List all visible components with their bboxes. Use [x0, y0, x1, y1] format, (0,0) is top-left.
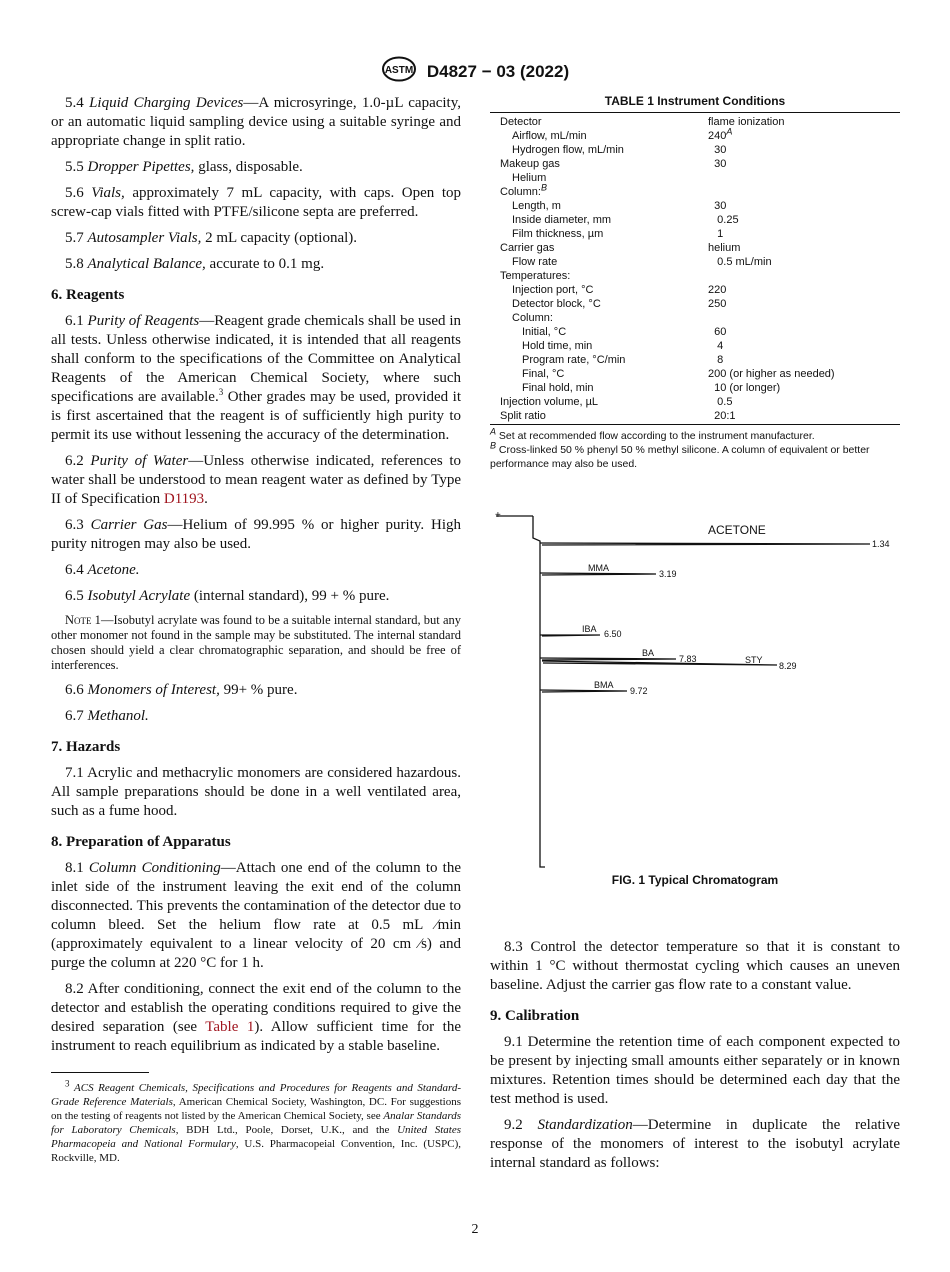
footnote-ref-3: 3	[218, 387, 224, 397]
table-1-title: TABLE 1 Instrument Conditions	[604, 94, 786, 108]
table-row	[490, 269, 900, 283]
section-6-7: 6.7 Methanol.	[65, 708, 149, 724]
table-cell-value: $240^A$	[708, 126, 733, 142]
table-note-b: B Cross-linked 50 % phenyl 50 % methyl silicone. A column of equivalent or better performance may also be used.	[490, 440, 870, 470]
page-number: 2	[471, 1222, 479, 1237]
section-6-heading: 6. Reagents	[51, 287, 125, 303]
section-8-1: 8.1 Column Conditioning—Attach one end of the column to the inlet side of the instrument leaving the exit end of the column disconnected. This prevents the contamination of the detector due to column bleed. Set the helium flow rate at 0.5 mL ⁄min (approximately equivalent to a linear velocity of 20 cm ⁄s) and purge the column at 220 °C for 1 h.	[51, 860, 461, 971]
peak-time-bma: 9.72	[630, 686, 648, 696]
peak-time-sty: 8.29	[779, 661, 797, 671]
peak-mma	[540, 573, 656, 575]
peak-time-iba: 6.50	[604, 629, 622, 639]
table-cell-value: 0.25	[708, 214, 739, 226]
table-cell-value: 0.5 mL/min	[708, 256, 772, 268]
table-row	[490, 381, 900, 395]
peak-label-iba: IBA	[582, 624, 597, 634]
table-cell-label: Film thickness, µm	[512, 228, 604, 240]
table-row	[490, 395, 900, 409]
table-row	[490, 171, 900, 185]
table-row	[490, 255, 900, 269]
peak-label-ba: BA	[642, 648, 655, 658]
peak-label-bma: BMA	[594, 680, 614, 690]
table-cell-value: 4	[708, 340, 724, 352]
table-1-notes	[490, 426, 900, 471]
table-row	[490, 115, 900, 129]
table-row	[490, 157, 900, 171]
note-1: Note 1—Isobutyl acrylate was found to be a suitable internal standard, but any other monomer not found in the sample may be substituted. The internal standard chosen should yield a clear chromatographic separation, and should be free of interferences.	[51, 613, 461, 672]
table-row	[490, 241, 900, 255]
peak-time-acetone: 1.34	[872, 539, 890, 549]
table-cell-label: Injection port, °C	[512, 284, 594, 296]
peak-time-mma: 3.19	[659, 569, 677, 579]
section-8-heading: 8. Preparation of Apparatus	[51, 834, 231, 850]
table-row	[490, 325, 900, 339]
table-cell-value	[708, 185, 900, 199]
table-cell-label: Injection volume, µL	[500, 396, 599, 408]
section-9-2: 9.2 Standardization—Determine in duplicate the relative response of the monomers of interest to the isobutyl acrylate internal standard as follows:	[490, 1117, 901, 1171]
table-cell-label: Column:	[512, 312, 553, 324]
page-header	[0, 56, 950, 87]
table-cell-label: Split ratio	[500, 410, 546, 422]
table-cell-value	[708, 269, 900, 283]
table-row	[490, 409, 900, 423]
table-row	[490, 126, 900, 143]
table-cell-label: Inside diameter, mm	[512, 214, 612, 226]
table-cell-value: 30	[708, 158, 727, 170]
astm-logo-icon	[381, 56, 417, 87]
table-cell-value: flame ionization	[708, 116, 785, 128]
table-cell-value: 30	[708, 144, 727, 156]
table-row	[490, 367, 900, 381]
table-cell-label: Flow rate	[512, 256, 558, 268]
section-6-1: 6.1 Purity of Reagents—Reagent grade chemicals shall be used in all tests. Unless otherwise indicated, it is intended that all reagents shall conform to the specifications of the Committee on Analytical Reagents of the American Chemical Society, where such specifications are available.$^3$ Other grades may be used, provided it is first ascertained that the reagent is of sufficiently high purity to permit its use without lessening the accuracy of the determination.	[51, 313, 461, 443]
chromatogram-figure	[490, 505, 900, 870]
table-cell-label: Final, °C	[522, 368, 565, 380]
table-cell-value	[708, 171, 900, 185]
left-column	[51, 94, 461, 1165]
table-cell-value	[708, 311, 900, 325]
peak-iba	[540, 635, 600, 636]
section-5-4: 5.4 Liquid Charging Devices—A microsyringe, 1.0-µL capacity, or an automatic liquid sampling device using a suitable syringe and appropriate change in split ratio.	[51, 95, 461, 149]
peak-acetone	[540, 543, 870, 545]
table-cell-value: 200 (or higher as needed)	[708, 368, 835, 380]
section-7-heading: 7. Hazards	[51, 739, 121, 755]
table-cell-label: Airflow, mL/min	[512, 130, 587, 142]
table-row	[490, 182, 900, 199]
table-1-link[interactable]: Table 1	[205, 1019, 255, 1035]
section-6-2: 6.2 Purity of Water—Unless otherwise indicated, references to water shall be understood to mean reagent water as defined by Type II of Specification D1193.	[51, 453, 462, 507]
table-cell-label: Column:$^B$	[500, 182, 547, 198]
section-7-1: 7.1 Acrylic and methacrylic monomers are considered hazardous. All sample preparations should be done in a well ventilated area, such as a fume hood.	[51, 765, 461, 819]
peak-ba	[540, 658, 676, 660]
table-cell-label: Carrier gas	[500, 242, 555, 254]
document-designation: D4827 − 03 (2022)	[426, 61, 570, 81]
table-cell-value: 220	[708, 284, 727, 296]
section-6-4: 6.4 Acetone.	[65, 562, 140, 578]
section-5-6: 5.6 Vials, approximately 7 mL capacity, with caps. Open top screw-cap vials fitted with PTFE/silicone septa are preferred.	[51, 185, 461, 220]
section-9-1: 9.1 Determine the retention time of each component expected to be present by injecting small amounts either separately or in known mixtures. Retention times should be determined each day that the test method is used.	[490, 1034, 901, 1107]
section-6-5: 6.5 Isobutyl Acrylate (internal standard), 99 + % pure.	[65, 588, 390, 604]
section-5-8: 5.8 Analytical Balance, accurate to 0.1 mg.	[65, 256, 325, 272]
table-cell-value: 8	[708, 354, 724, 366]
table-cell-label: Program rate, °C/min	[522, 354, 626, 366]
section-9-heading: 9. Calibration	[490, 1008, 580, 1024]
section-8-2: 8.2 After conditioning, connect the exit end of the column to the detector and establish the operating conditions required to give the desired separation (see Table 1). Allow sufficient time for the instrument to reach equilibrium as indicated by a stable baseline.	[51, 981, 461, 1054]
table-note-a: A Set at recommended flow according to the instrument manufacturer.	[490, 426, 815, 442]
table-row	[490, 213, 900, 227]
section-5-5: 5.5 Dropper Pipettes, glass, disposable.	[65, 159, 303, 175]
table-row	[490, 297, 900, 311]
table-cell-label: Final hold, min	[522, 382, 594, 394]
table-cell-label: Temperatures:	[500, 270, 571, 282]
right-column-text	[490, 938, 900, 1180]
section-6-6: 6.6 Monomers of Interest, 99+ % pure.	[65, 682, 298, 698]
table-row	[490, 143, 900, 157]
table-cell-label: Detector	[500, 116, 542, 128]
section-8-3: 8.3 Control the detector temperature so that it is constant to within 1 °C without thermostat cycling which causes an uneven baseline. Adjust the carrier gas flow rate to a constant value.	[490, 939, 900, 993]
chrom-plus-label: +	[495, 510, 501, 521]
section-6-3: 6.3 Carrier Gas—Helium of 99.995 % or higher purity. High purity nitrogen may also be used.	[51, 517, 462, 552]
footnote-divider	[51, 1072, 149, 1073]
peak-label-acetone: ACETONE	[708, 523, 766, 537]
table-cell-value: 60	[708, 326, 727, 338]
table-cell-label: Makeup gas	[500, 158, 560, 170]
table-cell-label: Hold time, min	[522, 340, 593, 352]
table-row	[490, 283, 900, 297]
table-cell-label: Length, m	[512, 200, 561, 212]
astm-logo-text: ASTM	[384, 65, 414, 76]
table-cell-value: 20:1	[708, 410, 736, 422]
table-cell-label: Hydrogen flow, mL/min	[512, 144, 624, 156]
table-cell-value: 1	[708, 228, 724, 240]
footnote-3: $^3$ ACS Reagent Chemicals, Specifications and Procedures for Reagents and Standard-Grade Reference Materials, American Chemical Society, Washington, DC. For suggestions on the testing of reagents not listed by the American Chemical Society, see Analar Standards for Laboratory Chemicals, BDH Ltd., Poole, Dorset, U.K., and the United States Pharmacopeia and National Formulary, U.S. Pharmacopeial Convention, Inc. (USPC), Rockville, MD.	[51, 1078, 462, 1164]
table-row	[490, 353, 900, 367]
table-cell-value: 30	[708, 200, 727, 212]
table-row	[490, 227, 900, 241]
table-cell-value: 250	[708, 298, 727, 310]
peak-time-ba: 7.83	[679, 654, 697, 664]
table-cell-value: 10 (or longer)	[708, 382, 781, 394]
peak-bma	[540, 690, 627, 692]
peak-sty	[542, 661, 777, 665]
table-cell-label: Initial, °C	[522, 326, 567, 338]
peak-label-mma: MMA	[588, 563, 609, 573]
table-cell-label: Detector block, °C	[512, 298, 601, 310]
table-row	[490, 339, 900, 353]
table-cell-value: helium	[708, 242, 741, 254]
section-5-7: 5.7 Autosampler Vials, 2 mL capacity (optional).	[65, 230, 358, 246]
table-row	[490, 311, 900, 325]
figure-1-caption: FIG. 1 Typical Chromatogram	[611, 873, 779, 887]
table-row	[490, 199, 900, 213]
table-cell-label: Helium	[512, 172, 547, 184]
table-1	[490, 112, 900, 425]
peak-label-sty: STY	[745, 655, 763, 665]
table-cell-value: 0.5	[708, 396, 733, 408]
right-column	[490, 94, 900, 471]
d1193-link[interactable]: D1193	[163, 491, 205, 507]
